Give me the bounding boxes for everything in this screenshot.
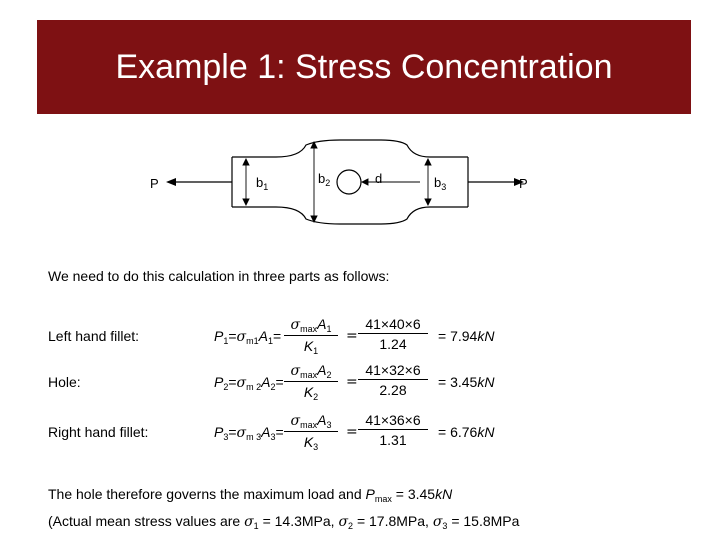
load-label-left: P [150,176,159,191]
row-equals: = [346,328,358,344]
row-lhs: $P_1=\sigma_{m1}A_1=$ [214,328,282,346]
title-bar [37,20,691,114]
dim-label-b3: $b_3$ [434,175,447,192]
row-fraction-numeric: 41×40×6 1.24 [358,316,428,352]
row-equals: = [346,424,358,440]
plate-outline-bottom [232,207,468,224]
row-label: Left hand fillet: [48,328,140,344]
actual-stress-line: (Actual mean stress values are $\sigma_1 = 14.3MPa$, $\sigma_2 = 17.8MPa$, $\sigma_3 = 15.8MPa$ [48,513,520,531]
row-result: = 7.94kN [438,328,495,344]
load-label-right: P [519,176,528,191]
row-result: = 3.45kN [438,374,495,390]
arrow-left-head [166,178,176,186]
row-equals: = [346,374,358,390]
plate-outline [232,140,468,157]
row-label: Hole: [48,374,81,390]
row-fraction-symbolic: $\sigma_{max}A_2$ $K_2$ [284,362,338,402]
row-fraction-symbolic: $\sigma_{max}A_3$ $K_3$ [284,412,338,452]
row-label: Right hand fillet: [48,424,149,440]
dim-label-b2: $b_2$ [318,171,331,188]
dim-label-d: d [375,171,383,186]
dim-label-b1: $b_1$ [256,175,269,192]
slide-title: Example 1: Stress Concentration [115,48,613,86]
row-fraction-numeric: 41×36×6 1.31 [358,412,428,448]
hole-circle [337,170,361,194]
row-fraction-numeric: 41×32×6 2.28 [358,362,428,398]
conclusion-line: The hole therefore governs the maximum load and $P_{max} = 3.45kN$ [48,486,453,504]
row-result: = 6.76kN [438,424,495,440]
row-lhs: $P_3=\sigma_{m 3}A_3=$ [214,424,284,442]
intro-text: We need to do this calculation in three parts as follows: [48,268,390,284]
plate-diagram [0,130,728,240]
row-fraction-symbolic: $\sigma_{max}A_1$ $K_1$ [284,316,338,356]
row-lhs: $P_2=\sigma_{m 2}A_2=$ [214,374,284,392]
